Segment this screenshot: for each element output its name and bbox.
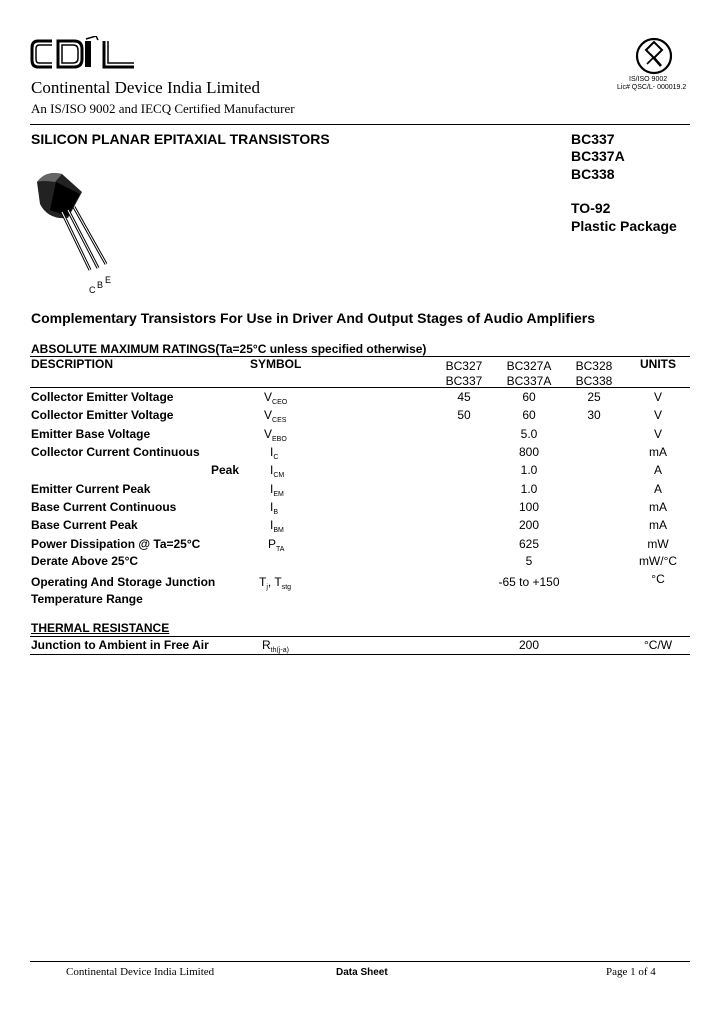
row-symbol: $I_{CM}$ xyxy=(270,463,285,479)
row-value: 50 xyxy=(457,408,471,422)
row-unit: mW/°C xyxy=(638,554,678,568)
cert-line-2: Lic# QSC/L- 000019.2 xyxy=(617,84,687,91)
row-symbol: $I_C$ xyxy=(270,445,279,461)
column-header-symbol: SYMBOL xyxy=(250,357,302,371)
column-header-device: BC328 xyxy=(575,359,613,373)
row-value: 200 xyxy=(518,518,540,532)
row-value: 100 xyxy=(518,500,540,514)
cdil-logo xyxy=(30,36,138,72)
row-description: Operating And Storage Junction xyxy=(31,575,216,589)
column-header-device: BC338 xyxy=(575,374,613,388)
package-type: TO-92 xyxy=(571,200,611,216)
row-description: Base Current Continuous xyxy=(31,500,177,514)
row-description: Peak xyxy=(211,463,240,477)
part-number: BC337 xyxy=(571,131,615,147)
row-value: 45 xyxy=(457,390,471,404)
table-top-rule xyxy=(30,356,690,357)
row-unit: mA xyxy=(649,500,667,514)
row-value: 30 xyxy=(587,408,601,422)
row-value: 5.0 xyxy=(520,427,538,441)
row-symbol: $T_j$, $T_{stg}$ xyxy=(259,575,292,591)
column-header-description: DESCRIPTION xyxy=(31,357,114,371)
row-value: 200 xyxy=(518,638,540,652)
row-unit: V xyxy=(653,408,662,422)
application-heading: Complementary Transistors For Use in Driver And Output Stages of Audio Amplifiers xyxy=(31,310,595,326)
row-symbol: $I_B$ xyxy=(270,500,279,516)
header-divider xyxy=(30,124,690,125)
row-symbol: $R_{th(j-a)}$ xyxy=(262,638,289,654)
row-symbol: $V_{CES}$ xyxy=(264,408,287,424)
table-header-rule xyxy=(30,387,690,388)
footer-divider xyxy=(30,961,690,962)
row-symbol: $V_{EBO}$ xyxy=(264,427,287,443)
row-symbol: $P_{TA}$ xyxy=(268,537,285,553)
isi-certification-mark xyxy=(634,36,674,76)
row-description-continued: Temperature Range xyxy=(31,592,143,606)
row-unit: °C/W xyxy=(643,638,673,652)
thermal-resistance-heading: THERMAL RESISTANCE xyxy=(31,621,170,635)
row-description: Emitter Base Voltage xyxy=(31,427,151,441)
row-symbol: $I_{EM}$ xyxy=(270,482,284,498)
row-value: 800 xyxy=(518,445,540,459)
ratings-heading: ABSOLUTE MAXIMUM RATINGS(Ta=25°C unless specified otherwise) xyxy=(31,342,427,356)
row-unit: mA xyxy=(649,518,667,532)
to92-transistor-illustration xyxy=(28,166,124,290)
row-description: Power Dissipation @ Ta=25°C xyxy=(31,537,201,551)
row-value: 60 xyxy=(522,390,536,404)
row-value: 60 xyxy=(522,408,536,422)
row-unit: A xyxy=(653,482,662,496)
row-description: Collector Current Continuous xyxy=(31,445,200,459)
row-description: Collector Emitter Voltage xyxy=(31,390,174,404)
package-description: Plastic Package xyxy=(571,218,677,234)
row-value: 25 xyxy=(587,390,601,404)
footer-doc-type: Data Sheet xyxy=(336,967,388,978)
footer-company: Continental Device India Limited xyxy=(66,966,215,978)
row-unit: V xyxy=(653,427,662,441)
row-unit: °C xyxy=(651,572,665,586)
row-value: 625 xyxy=(518,537,540,551)
column-header-device: BC327A xyxy=(506,359,552,373)
pin-label-base: B xyxy=(97,280,104,290)
row-value: 1.0 xyxy=(520,463,538,477)
row-symbol: $V_{CEO}$ xyxy=(264,390,288,406)
column-header-device: BC337A xyxy=(506,374,552,388)
company-name: Continental Device India Limited xyxy=(31,78,260,97)
document-title: SILICON PLANAR EPITAXIAL TRANSISTORS xyxy=(31,131,330,147)
part-number: BC338 xyxy=(571,166,615,182)
column-header-device: BC337 xyxy=(445,374,483,388)
row-value: -65 to +150 xyxy=(498,575,560,589)
row-description: Emitter Current Peak xyxy=(31,482,151,496)
pin-label-emitter: E xyxy=(105,275,112,285)
row-value: 1.0 xyxy=(520,482,538,496)
cert-line-1: IS/ISO 9002 xyxy=(629,76,668,83)
thermal-bottom-rule xyxy=(30,654,690,655)
column-header-device: BC327 xyxy=(445,359,483,373)
row-description: Derate Above 25°C xyxy=(31,554,139,568)
footer-page-number: Page 1 of 4 xyxy=(606,966,656,978)
company-subtitle: An IS/ISO 9002 and IECQ Certified Manufacturer xyxy=(31,101,295,116)
row-unit: V xyxy=(653,390,662,404)
part-number: BC337A xyxy=(571,148,625,164)
row-description: Collector Emitter Voltage xyxy=(31,408,174,422)
thermal-top-rule xyxy=(30,636,690,637)
row-description: Base Current Peak xyxy=(31,518,138,532)
row-unit: mW xyxy=(647,537,669,551)
row-symbol: $I_{BM}$ xyxy=(270,518,284,534)
row-unit: A xyxy=(653,463,662,477)
row-value: 5 xyxy=(525,554,533,568)
column-header-units: UNITS xyxy=(640,357,676,371)
pin-label-collector: C xyxy=(89,285,96,295)
row-unit: mA xyxy=(649,445,667,459)
row-description: Junction to Ambient in Free Air xyxy=(31,638,209,652)
